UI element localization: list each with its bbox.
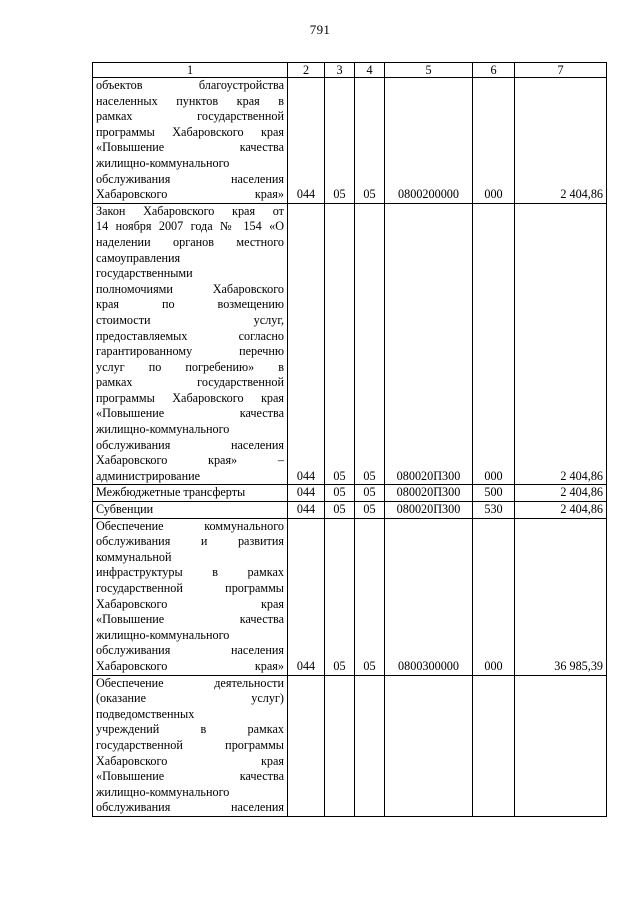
row-intergovernmental-transfers	[93, 485, 607, 502]
row-subventions	[93, 502, 607, 519]
row-description	[93, 502, 288, 519]
amount: 2 404,86	[515, 502, 607, 519]
target-article-code	[385, 675, 473, 816]
row-subordinate-institutions	[93, 675, 607, 816]
target-article-code: 080020П300	[385, 502, 473, 519]
description-line: услуг по погребению» в	[96, 359, 284, 374]
subsection-code: 05	[355, 518, 385, 675]
description-line: (оказание услуг)	[96, 691, 284, 706]
row-description	[93, 78, 288, 204]
ministry-code	[288, 675, 325, 816]
description-line: полномочиями Хабаровского	[96, 281, 284, 296]
description-line: рамках государственной	[96, 109, 284, 124]
budget-table	[92, 62, 607, 817]
expense-type-code: 000	[473, 518, 515, 675]
section-code: 05	[325, 203, 355, 485]
description-line: Обеспечение деятельности	[96, 675, 284, 690]
ministry-code: 044	[288, 502, 325, 519]
description-line: обслуживания населения	[96, 800, 284, 815]
description-line: жилищно-коммунального	[96, 627, 230, 642]
description-line: предоставляемых согласно	[96, 328, 284, 343]
description-line: самоуправления	[96, 250, 181, 265]
subsection-code	[355, 675, 385, 816]
description-line: стоимости услуг,	[96, 312, 284, 327]
expense-type-code: 000	[473, 78, 515, 204]
description-line: государственными	[96, 266, 193, 281]
description-line: 14 ноября 2007 года № 154 «О	[96, 219, 284, 234]
description-line: Обеспечение коммунального	[96, 518, 284, 533]
description-line: «Повышение качества	[96, 406, 284, 421]
description-line: наделении органов местного	[96, 234, 284, 249]
amount: 2 404,86	[515, 203, 607, 485]
row-improvement-objects	[93, 78, 607, 204]
section-code	[325, 675, 355, 816]
description-line: Межбюджетные трансферты	[96, 485, 246, 500]
expense-type-code: 000	[473, 203, 515, 485]
description-line: Субвенции	[96, 502, 154, 517]
description-line: края по возмещению	[96, 297, 284, 312]
amount	[515, 675, 607, 816]
section-code: 05	[325, 502, 355, 519]
description-line: Хабаровского края	[96, 753, 284, 768]
section-code: 05	[325, 518, 355, 675]
expense-type-code: 500	[473, 485, 515, 502]
description-line: объектов благоустройства	[96, 78, 284, 92]
ministry-code: 044	[288, 78, 325, 204]
page-number: 791	[309, 22, 331, 37]
description-line: государственной программы	[96, 581, 284, 595]
description-line: «Повышение качества	[96, 140, 284, 155]
description-line: Хабаровского края	[96, 596, 284, 611]
header-row	[93, 63, 607, 78]
row-description	[93, 203, 288, 485]
column-header-7: 7	[515, 63, 607, 78]
section-code: 05	[325, 78, 355, 204]
row-description	[93, 518, 288, 675]
column-header-6: 6	[473, 63, 515, 78]
subsection-code: 05	[355, 203, 385, 485]
amount: 2 404,86	[515, 78, 607, 204]
expense-type-code	[473, 675, 515, 816]
target-article-code: 0800200000	[385, 78, 473, 204]
ministry-code: 044	[288, 485, 325, 502]
description-line: жилищно-коммунального	[96, 784, 230, 799]
description-line: государственной программы	[96, 737, 284, 752]
row-description	[93, 675, 288, 816]
target-article-code: 080020П300	[385, 485, 473, 502]
row-description	[93, 485, 288, 502]
description-line: подведомственных	[96, 706, 195, 721]
description-line: рамках государственной	[96, 375, 284, 390]
amount: 36 985,39	[515, 518, 607, 675]
description-line: «Повышение качества	[96, 612, 284, 627]
description-line: Хабаровского края»	[96, 187, 284, 202]
ministry-code: 044	[288, 203, 325, 485]
column-header-3: 3	[325, 63, 355, 78]
description-line: гарантированному перечню	[96, 344, 284, 359]
description-line: программы Хабаровского края	[96, 124, 284, 139]
description-line: жилищно-коммунального	[96, 155, 230, 170]
description-line: обслуживания и развития	[96, 534, 284, 549]
column-header-2: 2	[288, 63, 325, 78]
subsection-code: 05	[355, 502, 385, 519]
subsection-code: 05	[355, 485, 385, 502]
target-article-code: 0800300000	[385, 518, 473, 675]
row-law-154-administration	[93, 203, 607, 485]
description-line: учреждений в рамках	[96, 722, 284, 737]
amount: 2 404,86	[515, 485, 607, 502]
target-article-code: 080020П300	[385, 203, 473, 485]
description-line: Хабаровского края» –	[96, 453, 284, 468]
description-line: жилищно-коммунального	[96, 422, 230, 437]
description-line: администрирование	[96, 468, 201, 483]
description-line: коммунальной	[96, 549, 172, 564]
description-line: обслуживания населения	[96, 643, 284, 658]
table-body	[93, 78, 607, 817]
section-code: 05	[325, 485, 355, 502]
description-line: инфраструктуры в рамках	[96, 565, 284, 580]
description-line: населенных пунктов края в	[96, 93, 284, 108]
description-line: программы Хабаровского края	[96, 390, 284, 405]
column-header-1: 1	[93, 63, 288, 78]
description-line: «Повышение качества	[96, 769, 284, 784]
description-line: обслуживания населения	[96, 171, 284, 186]
description-line: Хабаровского края»	[96, 658, 284, 673]
description-line: обслуживания населения	[96, 437, 284, 452]
column-header-4: 4	[355, 63, 385, 78]
column-header-5: 5	[385, 63, 473, 78]
description-line: Закон Хабаровского края от	[96, 203, 284, 218]
row-communal-infrastructure	[93, 518, 607, 675]
subsection-code: 05	[355, 78, 385, 204]
ministry-code: 044	[288, 518, 325, 675]
expense-type-code: 530	[473, 502, 515, 519]
